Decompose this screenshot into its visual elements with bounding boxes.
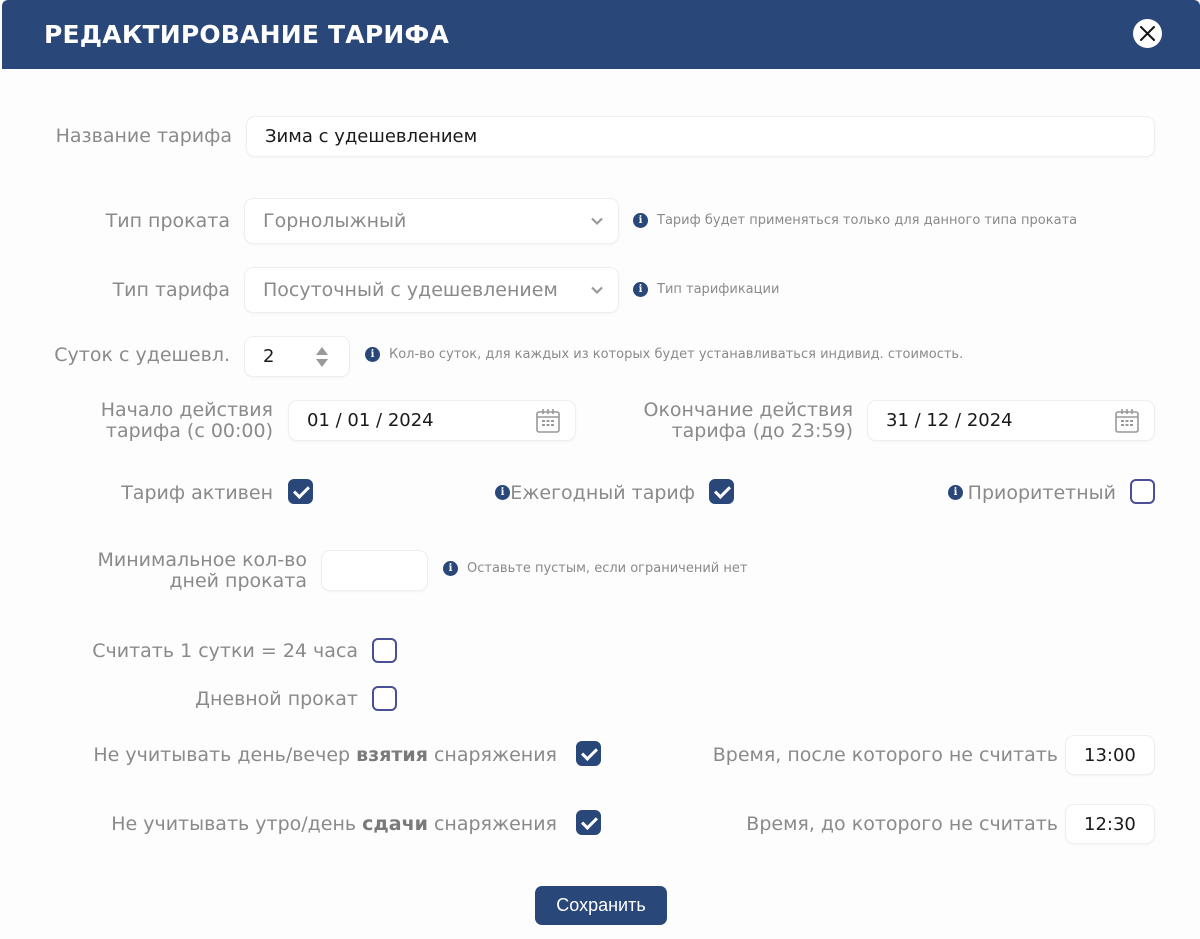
priority-checkbox[interactable]: [1130, 479, 1155, 504]
discount-days-hint: [365, 347, 963, 362]
min-days-hint-text: Оставьте пустым, если ограничений нет: [467, 561, 748, 576]
ignore-return-label: Не учитывать утро/день сдачи снаряжения: [111, 813, 557, 835]
time-before-value: 12:30: [1084, 813, 1136, 835]
info-icon: i: [495, 485, 510, 500]
discount-days-stepper[interactable]: [244, 336, 350, 377]
info-icon: i: [633, 282, 648, 297]
start-date-label: Начало действия тарифа (с 00:00): [100, 399, 273, 442]
day-24h-checkbox[interactable]: [372, 638, 397, 663]
start-date-input[interactable]: [288, 400, 576, 441]
tariff-name-value: Зима с удешевлением: [265, 126, 478, 147]
chevron-down-icon: [590, 286, 604, 295]
rental-type-select[interactable]: [244, 198, 619, 244]
min-days-hint: [443, 561, 747, 576]
yearly-label: Ежегодный тариф: [510, 482, 695, 504]
discount-days-value: 2: [263, 346, 275, 367]
yearly-checkbox[interactable]: [709, 479, 734, 504]
stepper-arrows-icon[interactable]: [315, 345, 329, 369]
tariff-type-hint: [633, 282, 779, 297]
close-button[interactable]: [1133, 19, 1162, 48]
close-icon: [1139, 25, 1156, 42]
ignore-pickup-checkbox[interactable]: [576, 741, 601, 766]
tariff-name-label: Название тарифа: [55, 125, 232, 147]
info-icon: i: [443, 561, 458, 576]
rental-type-hint: [633, 213, 1077, 228]
calendar-icon[interactable]: [1114, 408, 1140, 434]
day-rental-checkbox[interactable]: [372, 686, 397, 711]
modal-title: РЕДАКТИРОВАНИЕ ТАРИФА: [44, 20, 450, 49]
info-icon: i: [948, 485, 963, 500]
time-after-value: 13:00: [1084, 744, 1136, 766]
time-after-input[interactable]: [1065, 735, 1155, 775]
active-checkbox[interactable]: [288, 479, 313, 504]
min-days-label: Минимальное кол-во дней проката: [97, 549, 307, 592]
modal-header: [2, 0, 1200, 69]
tariff-type-label: Тип тарифа: [112, 279, 230, 301]
info-icon: i: [633, 213, 648, 228]
info-icon: i: [365, 347, 380, 362]
chevron-down-icon: [590, 217, 604, 226]
discount-days-hint-text: Кол-во суток, для каждых из которых будет устанавливаться индивид. стоимость.: [389, 347, 964, 362]
tariff-type-hint-text: Тип тарификации: [657, 282, 780, 297]
end-date-input[interactable]: [867, 400, 1155, 441]
day-24h-label: Считать 1 сутки = 24 часа: [92, 640, 358, 662]
rental-type-label: Тип проката: [105, 210, 230, 232]
ignore-pickup-label: Не учитывать день/вечер взятия снаряжения: [93, 744, 557, 766]
rental-type-value: Горнолыжный: [263, 210, 407, 232]
save-button[interactable]: Сохранить: [535, 886, 667, 925]
time-before-input[interactable]: [1065, 804, 1155, 844]
calendar-icon[interactable]: [535, 408, 561, 434]
tariff-type-value: Посуточный с удешевлением: [263, 279, 558, 301]
priority-label: Приоритетный: [967, 482, 1116, 504]
ignore-return-checkbox[interactable]: [576, 810, 601, 835]
tariff-type-select[interactable]: [244, 267, 619, 313]
active-label: Тариф активен: [121, 482, 273, 504]
day-rental-label: Дневной прокат: [195, 688, 358, 710]
time-before-label: Время, до которого не считать: [746, 813, 1058, 835]
tariff-name-input[interactable]: [246, 116, 1155, 157]
start-date-value: 01 / 01 / 2024: [307, 410, 434, 431]
discount-days-label: Суток с удешевл.: [54, 344, 230, 366]
end-date-value: 31 / 12 / 2024: [886, 410, 1013, 431]
end-date-label: Окончание действия тарифа (до 23:59): [643, 399, 853, 442]
min-days-input[interactable]: [321, 550, 428, 591]
time-after-label: Время, после которого не считать: [712, 744, 1058, 766]
rental-type-hint-text: Тариф будет применяться только для данного типа проката: [657, 213, 1078, 228]
